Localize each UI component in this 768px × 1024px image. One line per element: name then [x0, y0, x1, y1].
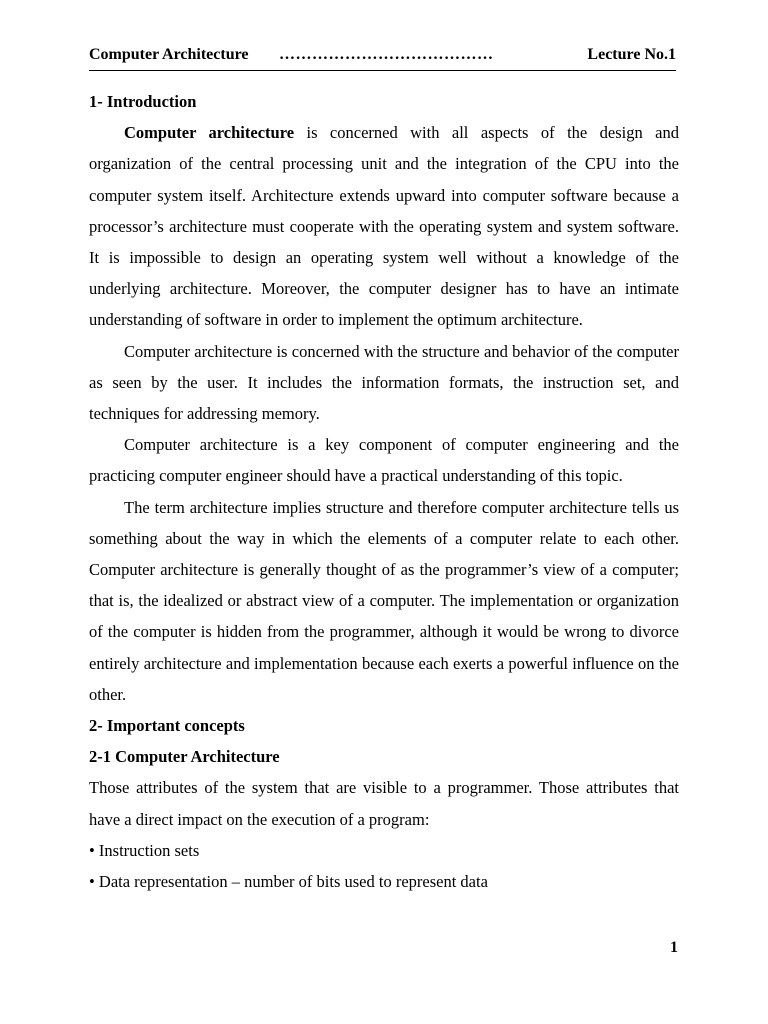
header-dots: ………………………………… [279, 46, 494, 63]
paragraph-intro-1-text: is concerned with all aspects of the design and organization of the central processing unit and the integration of the CPU into the computer system itself. Architecture extends upward into computer software because a processor’s architecture must cooperate with the operating system and system software. It is impossible to design an operating system well without a knowledge of the underlying architecture. Moreover, the computer designer has to have an intimate understanding of software in order to implement the optimum architecture. [89, 123, 679, 330]
bullet-item: • Instruction sets [89, 840, 200, 860]
section-heading-introduction: 1- Introduction [89, 92, 197, 111]
header-title: Computer Architecture [89, 46, 249, 63]
subsection-heading-computer-architecture: 2-1 Computer Architecture [89, 747, 280, 767]
paragraph-intro-1 [89, 117, 679, 335]
term-computer-architecture: Computer architecture [124, 123, 295, 143]
bullet-item: • Data representation – number of bits used to represent data [89, 872, 488, 892]
paragraph-intro-4: The term architecture implies structure and therefore computer architecture tells us something about the way in which the elements of a computer relate to each other. Computer architecture is generally thought of as the programmer’s view of a computer; that is, the idealized or abstract view of a computer. The implementation or organization of the computer is hidden from the programmer, although it would be wrong to divorce entirely architecture and implementation because each exerts a powerful influence on the other. [89, 497, 679, 704]
paragraph-intro-2: Computer architecture is concerned with the structure and behavior of the computer as seen by the user. It includes the information formats, the instruction set, and techniques for addressing memory. [89, 341, 679, 424]
paragraph-intro-3: Computer architecture is a key component of computer engineering and the practicing computer engineer should have a practical understanding of this topic. [89, 435, 679, 486]
page-number: 1 [670, 939, 678, 956]
page-header [89, 46, 676, 70]
paragraph-concepts-1: Those attributes of the system that are visible to a programmer. Those attributes that have a direct impact on the execution of a program: [89, 778, 679, 829]
document-body [89, 86, 679, 897]
section-heading-important-concepts: 2- Important concepts [89, 716, 245, 736]
header-lecture-number: Lecture No.1 [587, 46, 676, 63]
header-rule [89, 70, 676, 71]
